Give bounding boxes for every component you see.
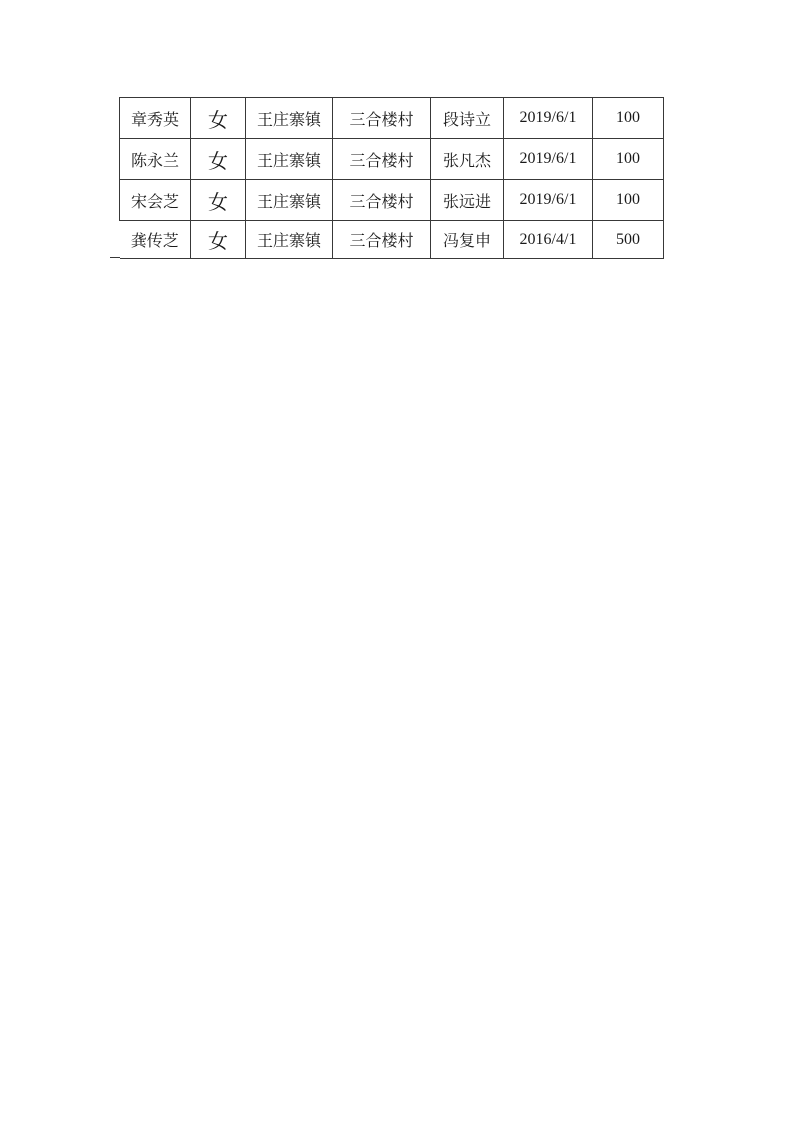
cell-amount: 500 [593, 221, 664, 259]
table-bottom-border-extension [110, 257, 120, 258]
cell-village: 三合楼村 [333, 98, 431, 139]
table-row [120, 139, 664, 180]
cell-village: 三合楼村 [333, 221, 431, 259]
cell-town: 王庄寨镇 [246, 98, 333, 139]
cell-person-name: 宋会芝 [120, 180, 191, 221]
cell-registrant: 冯复申 [431, 221, 504, 259]
cell-gender: 女 [191, 180, 246, 221]
table-row [120, 98, 664, 139]
cell-date: 2016/4/1 [504, 221, 593, 259]
records-table [119, 97, 664, 259]
cell-registrant: 段诗立 [431, 98, 504, 139]
cell-town: 王庄寨镇 [246, 139, 333, 180]
cell-village: 三合楼村 [333, 180, 431, 221]
cell-date: 2019/6/1 [504, 98, 593, 139]
cell-person-name: 龚传芝 [120, 221, 191, 259]
cell-registrant: 张远进 [431, 180, 504, 221]
cell-amount: 100 [593, 98, 664, 139]
cell-date: 2019/6/1 [504, 139, 593, 180]
cell-registrant: 张凡杰 [431, 139, 504, 180]
cell-gender: 女 [191, 139, 246, 180]
table-row [120, 221, 664, 259]
cell-person-name: 陈永兰 [120, 139, 191, 180]
cell-amount: 100 [593, 180, 664, 221]
cell-date: 2019/6/1 [504, 180, 593, 221]
cell-town: 王庄寨镇 [246, 180, 333, 221]
cell-person-name: 章秀英 [120, 98, 191, 139]
cell-gender: 女 [191, 98, 246, 139]
cell-amount: 100 [593, 139, 664, 180]
cell-town: 王庄寨镇 [246, 221, 333, 259]
table-row [120, 180, 664, 221]
cell-gender: 女 [191, 221, 246, 259]
cell-village: 三合楼村 [333, 139, 431, 180]
